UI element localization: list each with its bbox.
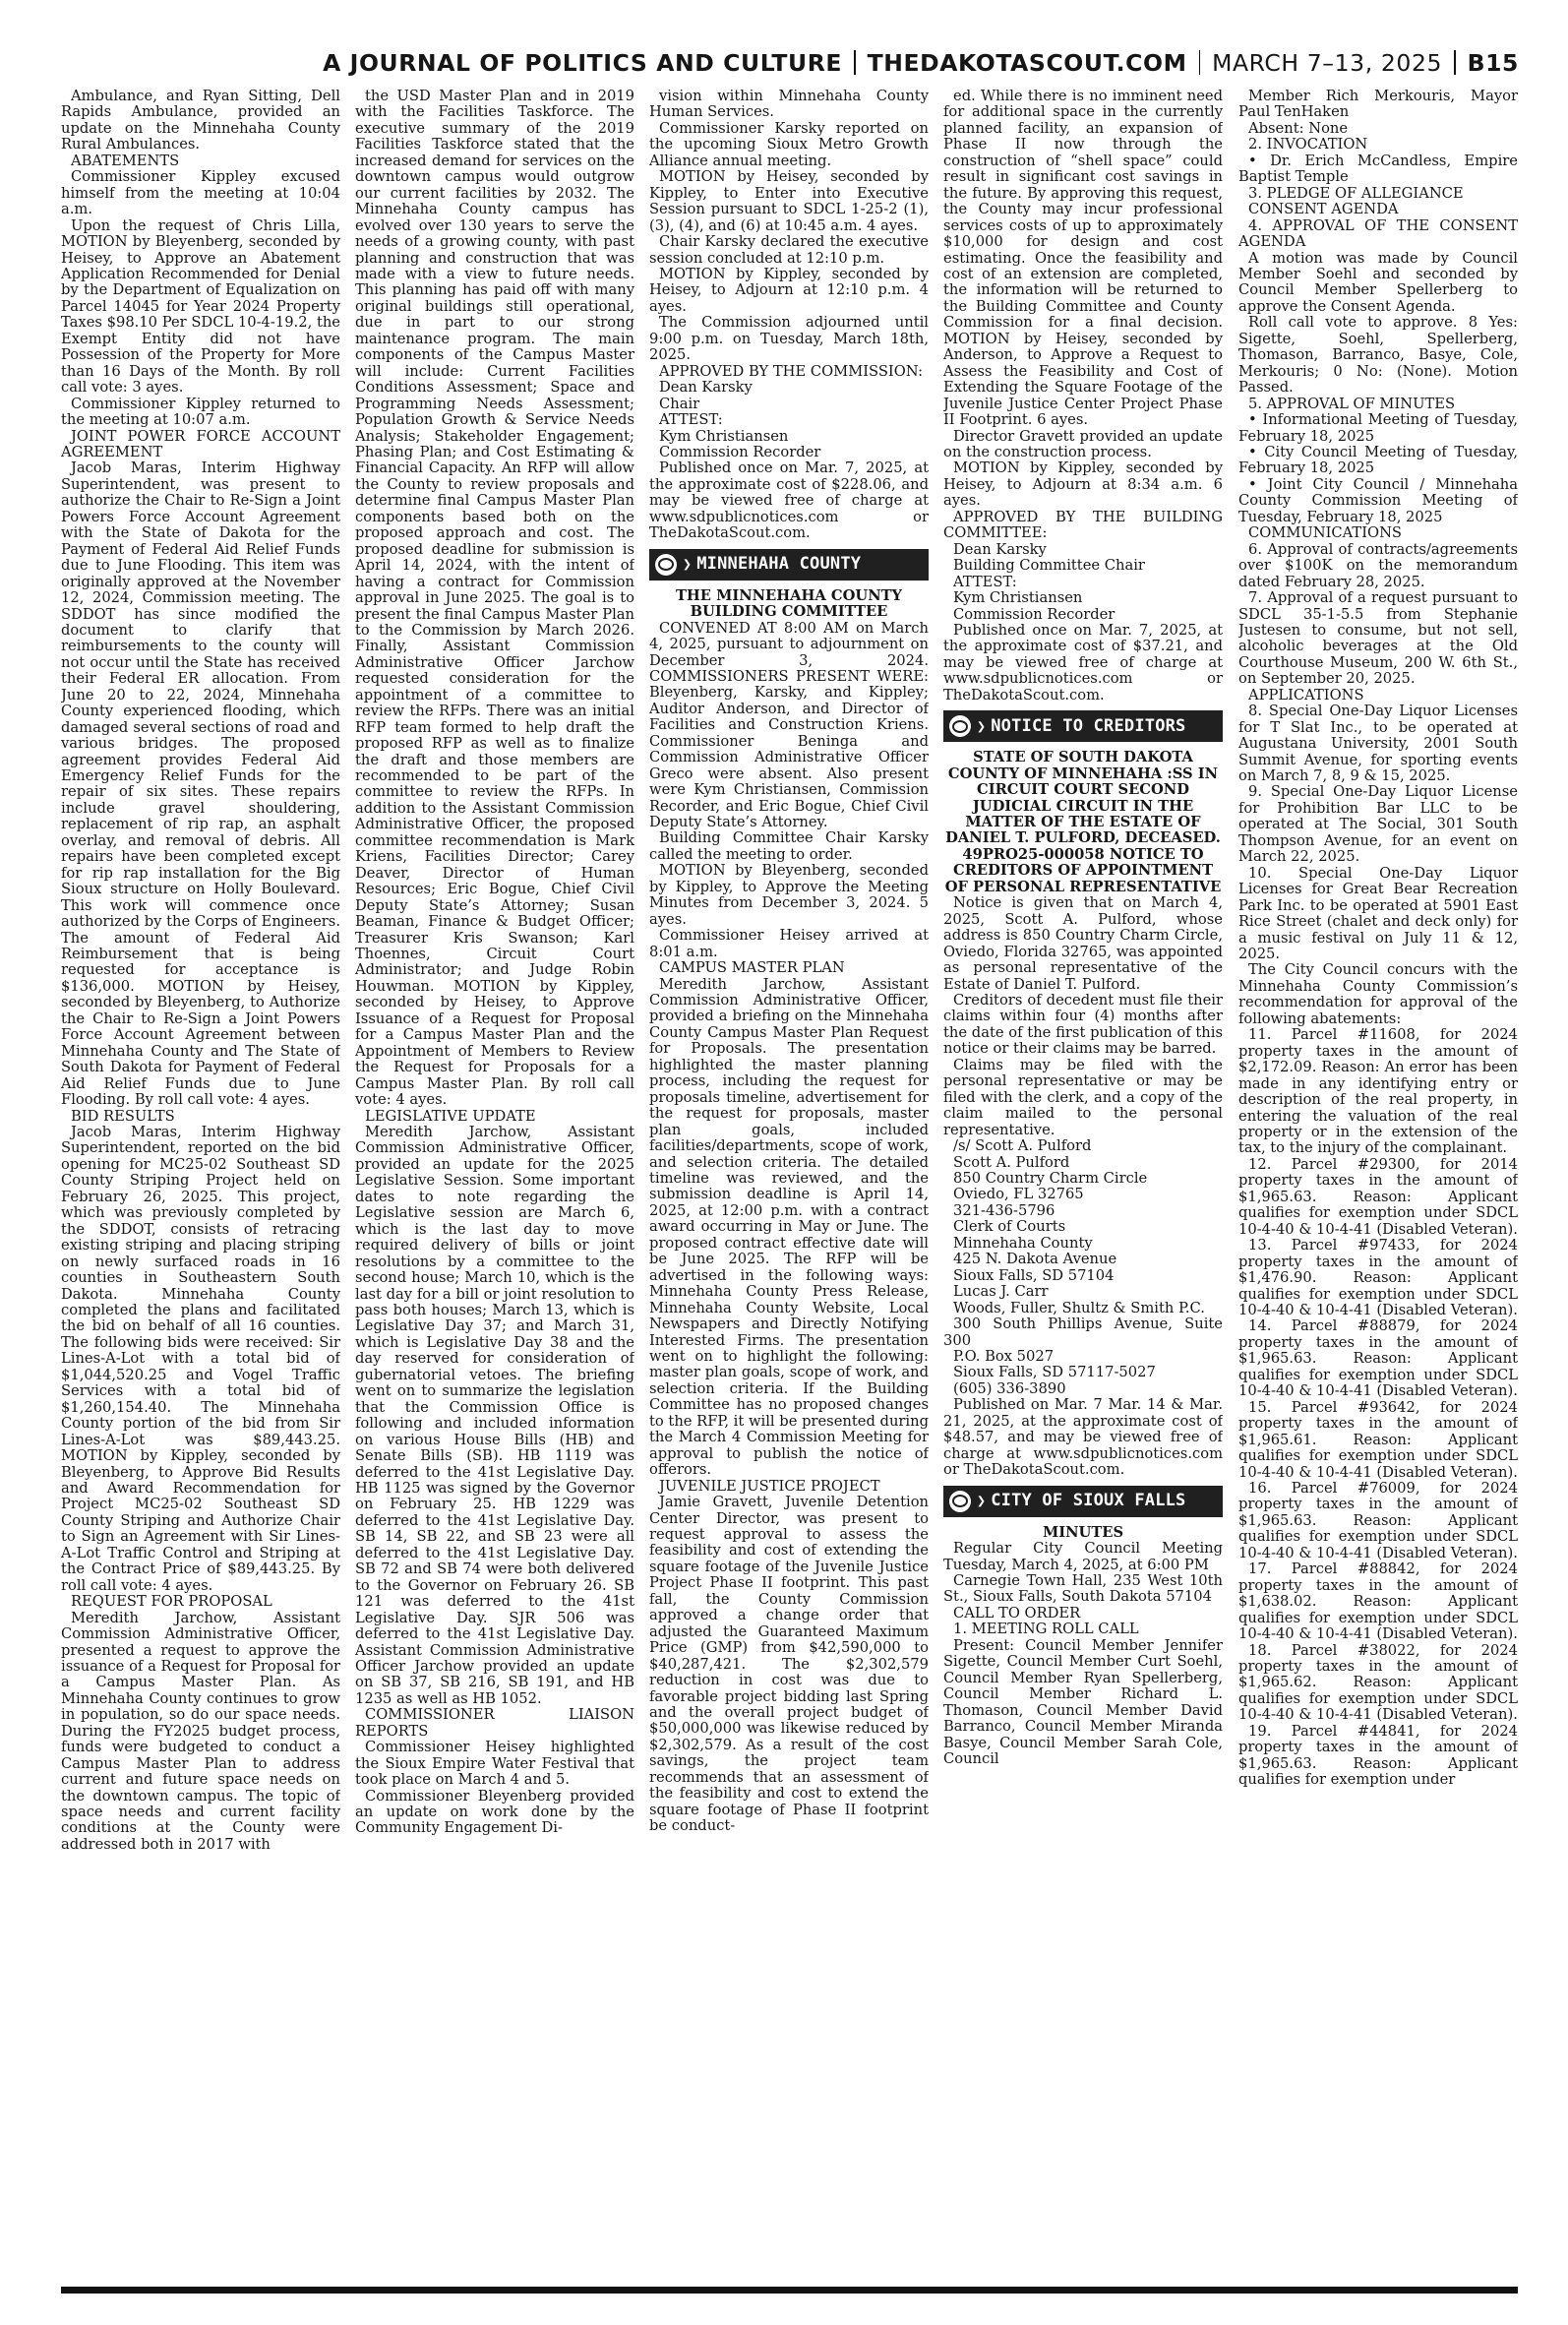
body-paragraph: Carnegie Town Hall, 235 West 10th St., Sioux Falls, South Dakota 57104 [943, 1571, 1223, 1606]
scout-logo-icon [949, 715, 971, 737]
section-label: Minnehaha County [953, 1234, 1093, 1252]
body-paragraph: Commissioner Karsky reported on the upcoming Sioux Metro Growth Alliance annual meeting. [649, 119, 929, 169]
column-1 [61, 89, 340, 2283]
body-paragraph: MOTION by Heisey, seconded by Kippley, to Enter into Executive Session pursuant to SDCL 1-25-2 (1), (3), (4), and (6) at 10:45 a.m. 4 ayes. [649, 168, 929, 234]
section-label: 850 Country Charm Circle [953, 1170, 1148, 1187]
section-label: Kym Christiansen [659, 427, 789, 445]
column-5 [1238, 89, 1518, 2283]
column-3 [649, 89, 929, 2283]
body-paragraph: MOTION by Kippley, seconded by Heisey, to Adjourn at 12:10 p.m. 4 ayes. [649, 265, 929, 315]
section-label: JUVENILE JUSTICE PROJECT [659, 1477, 880, 1495]
section-label: P.O. Box 5027 [953, 1347, 1055, 1365]
section-label: Commission Recorder [659, 443, 821, 460]
body-paragraph: Member Rich Merkouris, Mayor Paul TenHaken [1238, 89, 1518, 121]
body-paragraph: Published once on Mar. 7, 2025, at the approximate cost of $228.06, and may be viewed free of charge at www.sdpublicnotices.com or TheDakotaScout.com. [649, 459, 929, 542]
body-paragraph: 9. Special One-Day Liquor License for Prohibition Bar LLC to be operated at The Social, 301 South Thompson Avenue, for an event on March 22, 2025. [1238, 783, 1518, 866]
body-paragraph: Commissioner Heisey arrived at 8:01 a.m. [649, 927, 929, 960]
masthead-divider [854, 50, 856, 75]
body-paragraph: 17. Parcel #88842, for 2024 property taxes in the amount of $1,638.02. Reason: Applicant qualifies for exemption under SDCL 10-4-40 & 10-4-41 (Disabled Veteran). [1238, 1560, 1518, 1643]
body-paragraph: Commissioner Kippley excused himself from the meeting at 10:04 a.m. [61, 168, 340, 218]
section-label: Sioux Falls, SD 57117-5027 [953, 1364, 1156, 1381]
body-paragraph: Meredith Jarchow, Assistant Commission Administrative Officer, presented a request to approve the issuance of a Request for Proposal for a Campus Master Plan. As Minnehaha County continues to grow in population, so do our space needs. During the FY2025 budget process, funds were budgeted to conduct a Campus Master Plan to address current and future space needs on the downtown campus. The topic of space needs and current facility conditions at the County were addressed both in 2017 with [61, 1609, 340, 1853]
masthead-divider [1454, 50, 1456, 75]
section-label: (605) 336-3890 [953, 1379, 1066, 1397]
section-label: 5. APPROVAL OF MINUTES [1248, 395, 1456, 412]
body-paragraph: A motion was made by Council Member Soehl and seconded by Council Member Spellerberg to approve the Consent Agenda. [1238, 249, 1518, 315]
section-label: REQUEST FOR PROPOSAL [71, 1593, 272, 1611]
body-paragraph: 16. Parcel #76009, for 2024 property taxes in the amount of $1,965.63. Reason: Applicant qualifies for exemption under SDCL 10-4-40 & 10-4-41 (Disabled Veteran). [1238, 1479, 1518, 1561]
section-label: BID RESULTS [71, 1107, 175, 1125]
masthead-divider [1199, 50, 1201, 75]
section-label: APPROVED BY THE BUILDING COMMITTEE: [943, 508, 1223, 542]
body-paragraph: 19. Parcel #44841, for 2024 property taxes in the amount of $1,965.63. Reason: Applicant qualifies for exemption under [1238, 1722, 1518, 1789]
section-label: Kym Christiansen [953, 589, 1083, 607]
section-label: Chair [659, 395, 700, 412]
body-paragraph: Regular City Council Meeting Tuesday, March 4, 2025, at 6:00 PM [943, 1540, 1223, 1573]
column-4 [943, 89, 1223, 2283]
section-label: ABATEMENTS [71, 152, 180, 169]
body-paragraph: Meredith Jarchow, Assistant Commission Administrative Officer, provided an update for the 2025 Legislative Session. Some important dates to note regarding the Legislative session are March 6, which is the last day to move required delivery of bills or joint resolutions by a committee to the second house; March 10, which is the last day for a bill or joint resolution to pass both houses; March 13, which is Legislative Day 37; and March 31, which is Legislative Day 38 and the day reserved for consideration of gubernatorial vetoes. The briefing went on to summarize the legislation that the Commission Office is following and included information on various House Bills (HB) and Senate Bills (SB). HB 1119 was deferred to the 41st Legislative Day. HB 1125 was signed by the Governor on February 25. HB 1229 was deferred to the 41st Legislative Day. SB 14, SB 22, and SB 23 were all deferred to the 41st Legislative Day. SB 72 and SB 74 were both delivered to the Governor on February 26. SB 121 was deferred to the 41st Legislative Day. SJR 506 was deferred to the 41st Legislative Day. Assistant Commission Administrative Officer Jarchow provided an update on SB 37, SB 216, SB 191, and HB 1235 as well as HB 1052. [355, 1124, 634, 1707]
section-label: COMMISSIONER LIAISON REPORTS [355, 1706, 634, 1740]
site-name[interactable]: THEDAKOTASCOUT.COM [867, 49, 1187, 77]
body-paragraph: 8. Special One-Day Liquor Licenses for T Slat Inc., to be operated at Augustana University, 2001 South Summit Avenue, for sporting events on March 7, 8, 9 & 15, 2025. [1238, 703, 1518, 785]
body-paragraph: vision within Minnehaha County Human Services. [649, 89, 929, 121]
body-paragraph: MOTION by Kippley, seconded by Heisey, to Adjourn at 8:34 a.m. 6 ayes. [943, 459, 1223, 510]
body-paragraph: CONVENED AT 8:00 AM on March 4, 2025, pursuant to adjournment on December 3, 2024. COMMISSIONERS PRESENT WERE: Bleyenberg, Karsky, and Kippley; Auditor Anderson, and Director of Facilities and Construction Kriens. Commissioner Beninga and Commission Administrative Officer Greco were absent. Also present were Kym Christiansen, Commission Recorder, and Eric Bogue, Chief Civil Deputy State’s Attorney. [649, 619, 929, 831]
section-label: Woods, Fuller, Shultz & Smith P.C. [953, 1299, 1205, 1316]
section-label: Absent: None [1248, 119, 1349, 137]
section-label: 2. INVOCATION [1248, 136, 1368, 153]
body-paragraph: Jacob Maras, Interim Highway Superintendent, was present to authorize the Chair to Re-Sign a Joint Powers Force Account Agreement with the State of Dakota for the Payment of Federal Aid Relief Funds due to June Flooding. This item was originally approved at the November 12, 2024, Commission meeting. The SDDOT has since modified the document to clarify that reimbursements to the county will not occur until the State has received their Federal ER allocation. From June 20 to 22, 2024, Minnehaha County experienced flooding, which damaged several sections of road and various bridges. The proposed agreement provides Federal Aid Emergency Relief Funds for the repair of six sites. These repairs include gravel shouldering, replacement of rip rap, an asphalt overlay, and removal of debris. All repairs have been completed except for rip rap installation for the Big Sioux structure on Holly Boulevard. This work will commence once authorized by the Corps of Engineers. The amount of Federal Aid Reimbursement that is being requested for acceptance is $136,000. MOTION by Heisey, seconded by Bleyenberg, to Authorize the Chair to Re-Sign a Joint Powers Force Account Agreement between Minnehaha County and The State of South Dakota for Payment of Federal Aid Relief Funds due to June Flooding. By roll call vote: 4 ayes. [61, 459, 340, 1109]
notice-heading: THE MINNEHAHA COUNTY BUILDING COMMITTEE [675, 586, 903, 621]
section-label: APPLICATIONS [1248, 686, 1364, 704]
section-banner [943, 1486, 1223, 1517]
body-paragraph: Notice is given that on March 4, 2025, Scott A. Pulford, whose address is 850 Country Charm Circle, Oviedo, Florida 32765, was appointed as personal representative of the Estate of Daniel T. Pulford. [943, 894, 1223, 993]
body-paragraph: 14. Parcel #88879, for 2024 property taxes in the amount of $1,965.63. Reason: Applicant qualifies for exemption under SDCL 10-4-40 & 10-4-41 (Disabled Veteran). [1238, 1317, 1518, 1400]
page-masthead [0, 49, 1519, 77]
section-label: ATTEST: [659, 411, 723, 429]
section-label: Sioux Falls, SD 57104 [953, 1266, 1115, 1284]
notice-columns [61, 89, 1518, 2283]
section-label: 425 N. Dakota Avenue [953, 1251, 1117, 1268]
body-paragraph: 18. Parcel #38022, for 2024 property taxes in the amount of $1,965.62. Reason: Applicant qualifies for exemption under SDCL 10-4-40 & 10-4-41 (Disabled Veteran). [1238, 1641, 1518, 1724]
section-label: Lucas J. Carr [953, 1283, 1049, 1301]
section-label: 1. MEETING ROLL CALL [953, 1621, 1139, 1638]
issue-date: MARCH 7–13, 2025 [1212, 49, 1443, 77]
chevron-right-icon: ❯ [977, 1492, 987, 1510]
scout-logo-icon [949, 1491, 971, 1512]
body-paragraph: Jamie Gravett, Juvenile Detention Center Director, was present to request approval to assess the feasibility and cost of extending the square footage of the Juvenile Justice Project Phase II footprint. This past fall, the County Commission approved a change order that adjusted the Guaranteed Maximum Price (GMP) from $42,590,000 to $40,287,421. The $2,302,579 reduction in cost was due to favorable project bidding last Spring and the overall project budget of $50,000,000 was likewise reduced by $2,302,579. As a result of the cost savings, the project team recommends that an assessment of the feasibility and cost to extend the square footage of Phase II footprint be conduct- [649, 1494, 929, 1835]
body-paragraph: Published on Mar. 7 Mar. 14 & Mar. 21, 2025, at the approximate cost of $48.57, and may be viewed free of charge at www.sdpublicnotices.com or TheDakotaScout.com. [943, 1396, 1223, 1479]
page-number: B15 [1467, 49, 1519, 77]
body-paragraph: Jacob Maras, Interim Highway Superintendent, reported on the bid opening for MC25-02 Southeast SD County Striping Project held on February 26, 2025. This project, which was previously completed by the SDDOT, consists of retracing existing striping and placing striping on newly surfaced roads in 16 counties in Southeastern South Dakota. Minnehaha County completed the plans and facilitated the bid on behalf of all 16 counties. The following bids were received: Sir Lines-A-Lot with a total bid of $1,044,520.25 and Vogel Traffic Services with a total bid of $1,260,154.40. The Minnehaha County portion of the bid from Sir Lines-A-Lot was $89,443.25. MOTION by Kippley, seconded by Bleyenberg, to Approve Bid Results and Award Recommendation for Project MC25-02 Southeast SD County Striping and Authorize Chair to Sign an Agreement with Sir Lines-A-Lot Traffic Control and Striping at the Contract Price of $89,443.25. By roll call vote: 4 ayes. [61, 1124, 340, 1594]
section-label: JOINT POWER FORCE ACCOUNT AGREEMENT [61, 427, 340, 460]
body-paragraph: Present: Council Member Jennifer Sigette, Council Member Curt Soehl, Council Member Ryan Spellerberg, Council Member Richard L. Thomason, Council Member David Barranco, Council Member Miranda Basye, Council Member Sarah Cole, Council [943, 1636, 1223, 1767]
body-paragraph: • Joint City Council / Minnehaha County Commission Meeting of Tuesday, February 18, 2025 [1238, 475, 1518, 525]
section-label: Scott A. Pulford [953, 1153, 1070, 1171]
section-label: COMMUNICATIONS [1248, 524, 1402, 542]
notice-heading: MINUTES [1042, 1523, 1124, 1541]
body-paragraph: Commissioner Heisey highlighted the Sioux Empire Water Festival that took place on March 4 and 5. [355, 1739, 634, 1789]
body-paragraph: Roll call vote to approve. 8 Yes: Sigette, Soehl, Spellerberg, Thomason, Barranco, Basye, Cole, Merkouris; 0 No: (None). Motion Passed. [1238, 314, 1518, 397]
body-paragraph: • Informational Meeting of Tuesday, February 18, 2025 [1238, 411, 1518, 445]
column-2 [355, 89, 634, 2283]
body-paragraph: 7. Approval of a request pursuant to SDCL 35-1-5.5 from Stephanie Justesen to consume, but not sell, alcoholic beverages at the Old Courthouse Museum, 200 W. 6th St., on September 20, 2025. [1238, 589, 1518, 688]
chevron-right-icon: ❯ [683, 555, 693, 574]
body-paragraph: MOTION by Bleyenberg, seconded by Kippley, to Approve the Meeting Minutes from December 3, 2024. 5 ayes. [649, 862, 929, 928]
body-paragraph: Chair Karsky declared the executive session concluded at 12:10 p.m. [649, 233, 929, 267]
body-paragraph: The Commission adjourned until 9:00 p.m. on Tuesday, March 18th, 2025. [649, 314, 929, 364]
body-paragraph: Commissioner Bleyenberg provided an update on work done by the Community Engagement Di- [355, 1787, 634, 1837]
body-paragraph: • Dr. Erich McCandless, Empire Baptist Temple [1238, 152, 1518, 186]
chevron-right-icon: ❯ [977, 716, 987, 735]
section-label: CALL TO ORDER [953, 1604, 1081, 1621]
body-paragraph: Published once on Mar. 7, 2025, at the approximate cost of $37.21, and may be viewed free of charge at www.sdpublicnotices.com or TheDakotaScout.com. [943, 621, 1223, 704]
section-label: 3. PLEDGE OF ALLEGIANCE [1248, 184, 1464, 202]
section-label: CONSENT AGENDA [1248, 201, 1399, 218]
section-banner-label: MINNEHAHA COUNTY [696, 554, 862, 575]
footer-rule [61, 2287, 1518, 2294]
body-paragraph: Director Gravett provided an update on the construction process. [943, 427, 1223, 460]
section-label: Clerk of Courts [953, 1218, 1066, 1236]
section-label: /s/ Scott A. Pulford [953, 1137, 1092, 1155]
section-label: Dean Karsky [659, 379, 753, 397]
body-paragraph: the USD Master Plan and in 2019 with the Facilities Taskforce. The executive summary of the 2019 Facilities Taskforce stated that the increased demand for services on the downtown campus would outgrow our current facilities by 2032. The Minnehaha County campus has evolved over 130 years to serve the needs of a growing county, with past planning and construction that was made with a view to future needs. This planning has paid off with many original buildings still operational, due in part to our strong maintenance program. The main components of the Campus Master will include: Current Facilities Conditions Assessment; Space and Programming Needs Assessment; Population Growth & Service Needs Analysis; Stakeholder Engagement; Phasing Plan; and Cost Estimating & Financial Capacity. An RFP will allow the County to review proposals and determine final Campus Master Plan components based both on the proposed approach and cost. The proposed deadline for submission is April 14, 2024, with the intent of having a contract for Commission approval in June 2025. The goal is to present the final Campus Master Plan to the Commission by March 2026. Finally, Assistant Commission Administrative Officer Jarchow requested consideration for the appointment of a committee to review the RFPs. There was an initial RFP team formed to help draft the proposed RFP as well as to finalize the draft and those members are recommended to be part of the committee to review the RFPs. In addition to the Assistant Commission Administrative Officer, the proposed committee recommendation is Mark Kriens, Facilities Director; Carey Deaver, Director of Human Resources; Eric Bogue, Chief Civil Deputy State’s Attorney; Susan Beaman, Finance & Budget Officer; Treasurer Kris Swanson; Karl Thoennes, Circuit Court Administrator; and Judge Robin Houwman. MOTION by Kippley, seconded by Heisey, to Approve Issuance of a Request for Proposal for a Campus Master Plan and the Appointment of Members to Review the Request for Proposals for a Campus Master Plan. By roll call vote: 4 ayes. [355, 89, 634, 1109]
section-label: Building Committee Chair [953, 557, 1145, 575]
body-paragraph: The City Council concurs with the Minnehaha County Commission’s recommendation for approval of the following abatements: [1238, 961, 1518, 1027]
section-banner [943, 710, 1223, 742]
section-label: 321-436-5796 [953, 1201, 1055, 1219]
body-paragraph: 6. Approval of contracts/agreements over $100K on the memorandum dated February 28, 2025. [1238, 540, 1518, 590]
scout-logo-icon [655, 554, 677, 576]
journal-tagline: A JOURNAL OF POLITICS AND CULTURE [323, 49, 843, 77]
section-label: LEGISLATIVE UPDATE [365, 1107, 536, 1125]
body-paragraph: • City Council Meeting of Tuesday, February 18, 2025 [1238, 443, 1518, 477]
body-paragraph: 10. Special One-Day Liquor Licenses for Great Bear Recreation Park Inc. to be operated at 5901 East Rice Street (chalet and deck only) for a music festival on July 11 & 12, 2025. [1238, 864, 1518, 963]
body-paragraph: Upon the request of Chris Lilla, MOTION by Bleyenberg, seconded by Heisey, to Approve an Abatement Application Recommended for Denial by the Department of Equalization on Parcel 14045 for Year 2024 Property Taxes $98.10 Per SDCL 10-4-19.2, the Exempt Entity did not have Possession of the Property for More than 16 Days of the Month. By roll call vote: 3 ayes. [61, 216, 340, 397]
section-label: Commission Recorder [953, 605, 1116, 623]
section-label: APPROVED BY THE COMMISSION: [659, 362, 924, 380]
body-paragraph: Building Committee Chair Karsky called the meeting to order. [649, 829, 929, 863]
body-paragraph: Creditors of decedent must file their claims within four (4) months after the date of the first publication of this notice or their claims may be barred. [943, 992, 1223, 1058]
section-label: ATTEST: [953, 573, 1017, 590]
section-banner-label: NOTICE TO CREDITORS [991, 715, 1186, 736]
body-paragraph: 11. Parcel #11608, for 2024 property taxes in the amount of $2,172.09. Reason: An error has been made in any identifying entry or description of the real property, in entering the valuation of the real property or in the extension of the tax, to the injury of the complainant. [1238, 1026, 1518, 1157]
section-label: 4. APPROVAL OF THE CONSENT AGENDA [1238, 216, 1518, 251]
notice-heading: STATE OF SOUTH DAKOTA COUNTY OF MINNEHAHA :SS IN CIRCUIT COURT SECOND JUDICIAL CIRCUIT IN THE MATTER OF THE ESTATE OF DANIEL T. PULFORD, DECEASED. 49PRO25-000058 NOTICE TO CREDITORS OF APPOINTMENT OF PERSONAL REPRESENTATIVE [944, 749, 1222, 895]
section-label: 300 South Phillips Avenue, Suite 300 [943, 1315, 1223, 1349]
body-paragraph: 13. Parcel #97433, for 2024 property taxes in the amount of $1,476.90. Reason: Applicant qualifies for exemption under SDCL 10-4-40 & 10-4-41 (Disabled Veteran). [1238, 1237, 1518, 1318]
body-paragraph: ed. While there is no imminent need for additional space in the currently planned facility, an expansion of Phase II now through the construction of “shell space” could result in significant cost savings in the future. By approving this request, the County may incur professional services costs of up to approximately $10,000 for design and cost estimating. Once the feasibility and cost of an extension are completed, the information will be returned to the Building Committee and County Commission for a final decision. MOTION by Heisey, seconded by Anderson, to Approve a Request to Assess the Feasibility and Cost of Extending the Square Footage of the Juvenile Justice Center Project Phase II Footprint. 6 ayes. [943, 89, 1223, 429]
section-banner-label: CITY OF SIOUX FALLS [991, 1491, 1186, 1511]
section-label: CAMPUS MASTER PLAN [659, 959, 845, 977]
section-label: Oviedo, FL 32765 [953, 1186, 1084, 1203]
body-paragraph: Commissioner Kippley returned to the meeting at 10:07 a.m. [61, 395, 340, 429]
body-paragraph: 12. Parcel #29300, for 2014 property taxes in the amount of $1,965.63. Reason: Applicant qualifies for exemption under SDCL 10-4-40 & 10-4-41 (Disabled Veteran). [1238, 1155, 1518, 1238]
body-paragraph: 15. Parcel #93642, for 2024 property taxes in the amount of $1,965.61. Reason: Applicant qualifies for exemption under SDCL 10-4-40 & 10-4-41 (Disabled Veteran). [1238, 1398, 1518, 1481]
body-paragraph: Claims may be filed with the personal representative or may be filed with the clerk, and a copy of the claim mailed to the personal representative. [943, 1056, 1223, 1138]
body-paragraph: Meredith Jarchow, Assistant Commission Administrative Officer, provided a briefing on the Minnehaha County Campus Master Plan Request for Proposals. The presentation highlighted the master planning process, including the request for proposals timeline, advertisement for the request for proposals, master plan goals, included facilities/departments, scope of work, and selection criteria. The detailed timeline was reviewed, and the submission deadline is April 14, 2025, at 12:00 p.m. with a contract award occurring in May or June. The proposed contract effective date will be June 2025. The RFP will be advertised in the following ways: Minnehaha County Press Release, Minnehaha County Website, Local Newspapers and Directly Notifying Interested Firms. The presentation went on to highlight the following: master plan goals, scope of work, and selection criteria. If the Building Committee has no proposed changes to the RFP, it will be presented during the March 4 Commission Meeting for approval to publish the notice of offerors. [649, 975, 929, 1479]
section-banner [649, 549, 929, 581]
body-paragraph: Ambulance, and Ryan Sitting, Dell Rapids Ambulance, provided an update on the Minnehaha County Rural Ambulances. [61, 89, 340, 153]
section-label: Dean Karsky [953, 540, 1047, 558]
